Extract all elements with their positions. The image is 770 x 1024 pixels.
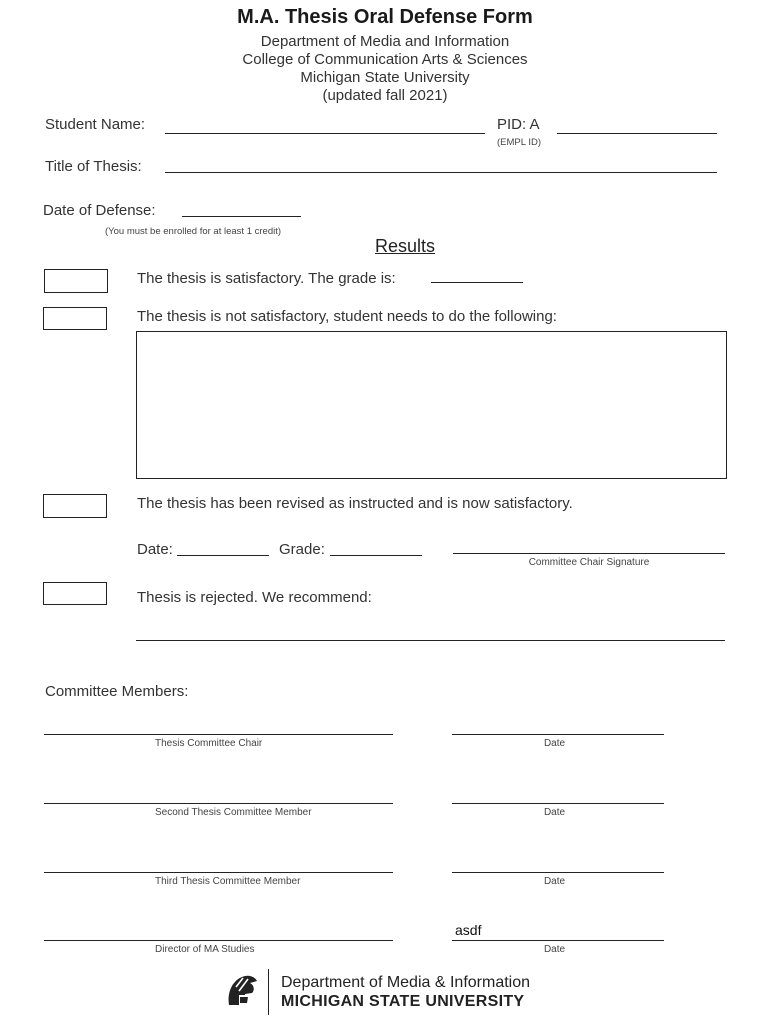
university-name: Michigan State University: [300, 69, 470, 86]
rejected-checkbox[interactable]: [43, 582, 107, 605]
revised-date-label: Date:: [137, 541, 173, 558]
revised-checkbox[interactable]: [43, 494, 107, 518]
revised-date-field[interactable]: [177, 555, 269, 556]
defense-date-field[interactable]: [182, 216, 301, 217]
enrollment-note: (You must be enrolled for at least 1 credit): [105, 226, 282, 237]
spartan-helmet-icon: [223, 971, 261, 1011]
student-name-field[interactable]: [165, 133, 485, 134]
not-satisfactory-label: The thesis is not satisfactory, student needs to do the following:: [137, 308, 557, 325]
chair-signature-line[interactable]: [44, 734, 393, 735]
chair-signature-caption: Committee Chair Signature: [528, 557, 650, 568]
thesis-title-field[interactable]: [165, 172, 717, 173]
recommendation-field[interactable]: [136, 640, 725, 641]
second-member-date-caption: Date: [543, 807, 566, 818]
pid-label: PID: A: [497, 116, 540, 133]
director-signature-line[interactable]: [44, 940, 393, 941]
updated-note: (updated fall 2021): [322, 87, 448, 104]
satisfactory-grade-field[interactable]: [431, 282, 523, 283]
revised-label: The thesis has been revised as instructed and is now satisfactory.: [137, 495, 573, 512]
committee-heading: Committee Members:: [45, 683, 189, 700]
revised-grade-field[interactable]: [330, 555, 422, 556]
not-satisfactory-checkbox[interactable]: [43, 307, 107, 330]
second-member-date-line[interactable]: [452, 803, 664, 804]
chair-date-line[interactable]: [452, 734, 664, 735]
third-member-signature-line[interactable]: [44, 872, 393, 873]
rejected-label: Thesis is rejected. We recommend:: [137, 589, 372, 606]
satisfactory-label: The thesis is satisfactory. The grade is:: [137, 270, 396, 287]
director-date-value[interactable]: asdf: [455, 922, 482, 938]
college-name: College of Communication Arts & Sciences: [242, 51, 528, 68]
chair-role-caption: Thesis Committee Chair: [155, 738, 263, 749]
defense-date-label: Date of Defense:: [43, 202, 156, 219]
results-heading: Results: [374, 236, 436, 256]
second-member-role-caption: Second Thesis Committee Member: [155, 807, 312, 818]
logo-divider: [268, 969, 269, 1015]
requirements-textarea[interactable]: [136, 331, 727, 479]
third-member-date-caption: Date: [543, 876, 566, 887]
satisfactory-checkbox[interactable]: [44, 269, 108, 293]
empl-id-note: (EMPL ID): [497, 137, 541, 148]
student-name-label: Student Name:: [45, 116, 146, 133]
form-title: M.A. Thesis Oral Defense Form: [237, 6, 533, 28]
third-member-role-caption: Third Thesis Committee Member: [155, 876, 301, 887]
chair-signature-field[interactable]: [453, 553, 725, 554]
third-member-date-line[interactable]: [452, 872, 664, 873]
pid-field[interactable]: [557, 133, 717, 134]
director-date-line[interactable]: [452, 940, 664, 941]
chair-date-caption: Date: [543, 738, 566, 749]
revised-grade-label: Grade:: [279, 541, 325, 558]
department-name: Department of Media and Information: [260, 33, 510, 50]
footer-department: Department of Media & Information: [281, 974, 531, 991]
thesis-title-label: Title of Thesis:: [45, 158, 142, 175]
director-date-caption: Date: [543, 944, 566, 955]
footer-university: MICHIGAN STATE UNIVERSITY: [281, 993, 525, 1010]
second-member-signature-line[interactable]: [44, 803, 393, 804]
director-role-caption: Director of MA Studies: [155, 944, 255, 955]
